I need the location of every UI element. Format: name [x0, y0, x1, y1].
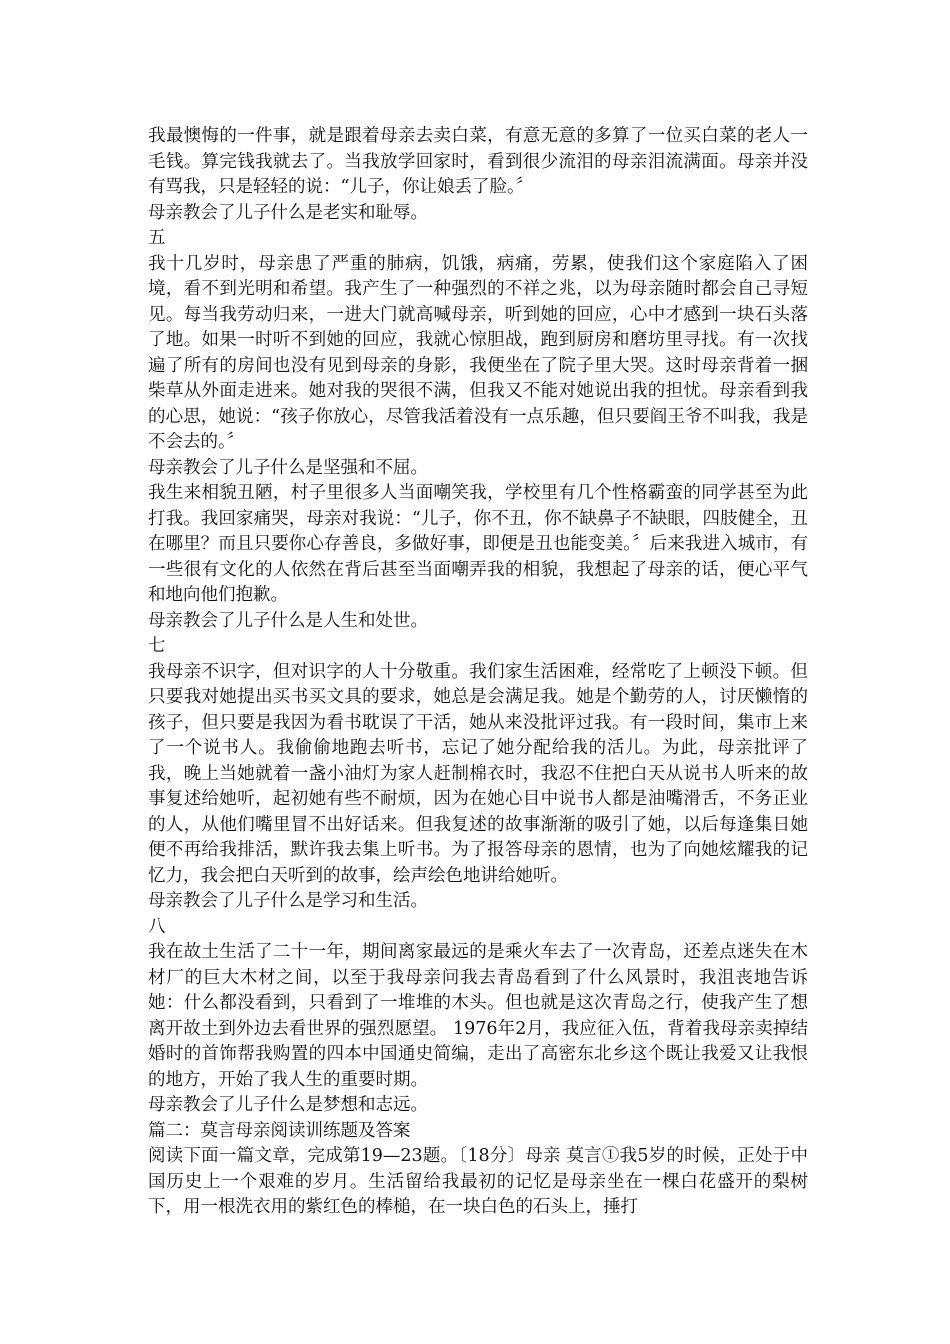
- reading-exercise-intro: 阅读下面一篇文章，完成第19—23题。〔18分〕母亲 莫言①我5岁的时候，正处于中国历史上一个艰难的岁月。生活留给我最初的记忆是母亲坐在一棵白花盛开的梨树下，用一根洗衣用的紫红色的棒槌，在一块白色的石头上，捶打: [148, 1146, 808, 1217]
- paragraph-illness-story: 我十几岁时，母亲患了严重的肺病，饥饿，病痛，劳累，使我们这个家庭陷入了困境，看不到光明和希望。我产生了一种强烈的不祥之兆，以为母亲随时都会自己寻短见。每当我劳动归来，一进大门就高喊母亲，听到她的回应，心中才感到一块石头落了地。如果一时听不到她的回应，我就心惊胆战，跑到厨房和磨坊里寻找。有一次找遍了所有的房间也没有见到母亲的身影，我便坐在了院子里大哭。这时母亲背着一捆柴草从外面走进来。她对我的哭很不满，但我又不能对她说出我的担忧。母亲看到我的心思，她说：“孩子你放心，尽管我活着没有一点乐趣，但只要阎王爷不叫我，我是不会去的。〞: [148, 253, 808, 452]
- part-two-title: 篇二：莫言母亲阅读训练题及答案: [148, 1120, 411, 1141]
- lesson-dreams: 母亲教会了儿子什么是梦想和志远。: [148, 1095, 428, 1115]
- section-heading-seven: 七: [148, 636, 166, 656]
- paragraph-regret-story: 我最懊悔的一件事，就是跟着母亲去卖白菜，有意无意的多算了一位买白菜的老人一毛钱。算完钱我就去了。当我放学回家时，看到很少流泪的母亲泪流满面。母亲并没有骂我，只是轻轻的说：“儿子，你让娘丢了脸。〞: [148, 126, 808, 197]
- section-heading-eight: 八: [148, 916, 166, 937]
- paragraph-qingdao-story: 我在故土生活了二十一年，期间离家最远的是乘火车去了一次青岛，还差点迷失在木材厂的巨大木材之间，以至于我母亲问我去青岛看到了什么风景时，我沮丧地告诉她：什么都没看到，只看到了一堆堆的木头。但也就是这次青岛之行，使我产生了想离开故土到外边去看世界的强烈愿望。 1976年2月，我应征入伍，背着我母亲卖掉结婚时的首饰帮我购置的四本中国通史简编，走出了高密东北乡这个既让我爱又让我恨的地方，开始了我人生的重要时期。: [148, 942, 808, 1090]
- document-page: [148, 124, 808, 1221]
- paragraph-storyteller-story: 我母亲不识字，但对识字的人十分敬重。我们家生活困难，经常吃了上顿没下顿。但只要我对她提出买书买文具的要求，她总是会满足我。她是个勤劳的人，讨厌懒惰的孩子，但只要是我因为看书耽误了干活，她从来没批评过我。有一段时间，集市上来了一个说书人。我偷偷地跑去听书，忘记了她分配给我的活儿。为此，母亲批评了我，晚上当她就着一盏小油灯为家人赶制棉衣时，我忍不住把白天从说书人听来的故事复述给她听，起初她有些不耐烦，因为在她心目中说书人都是油嘴滑舌，不务正业的人，从他们嘴里冒不出好话来。但我复述的故事渐渐的吸引了她，以后每逢集日她便不再给我排活，默许我去集上听书。为了报答母亲的恩情，也为了向她炫耀我的记忆力，我会把白天听到的故事，绘声绘色地讲给她听。: [148, 661, 808, 886]
- lesson-learning: 母亲教会了儿子什么是学习和生活。: [148, 891, 428, 911]
- lesson-honesty: 母亲教会了儿子什么是老实和耻辱。: [148, 202, 428, 223]
- lesson-life: 母亲教会了儿子什么是人生和处世。: [148, 610, 428, 631]
- section-heading-five: 五: [148, 228, 166, 248]
- lesson-strength: 母亲教会了儿子什么是坚强和不屈。: [148, 457, 428, 478]
- paragraph-appearance-story: 我生来相貌丑陋，村子里很多人当面嘲笑我，学校里有几个性格霸蛮的同学甚至为此打我。我回家痛哭，母亲对我说：“儿子，你不丑，你不缺鼻子不缺眼，四肢健全，丑在哪里？而且只要你心存善良，多做好事，即便是丑也能变美。〞后来我进入城市，有一些很有文化的人依然在背后甚至当面嘲弄我的相貌，我想起了母亲的话，便心平气和地向他们抱歉。: [148, 483, 808, 605]
